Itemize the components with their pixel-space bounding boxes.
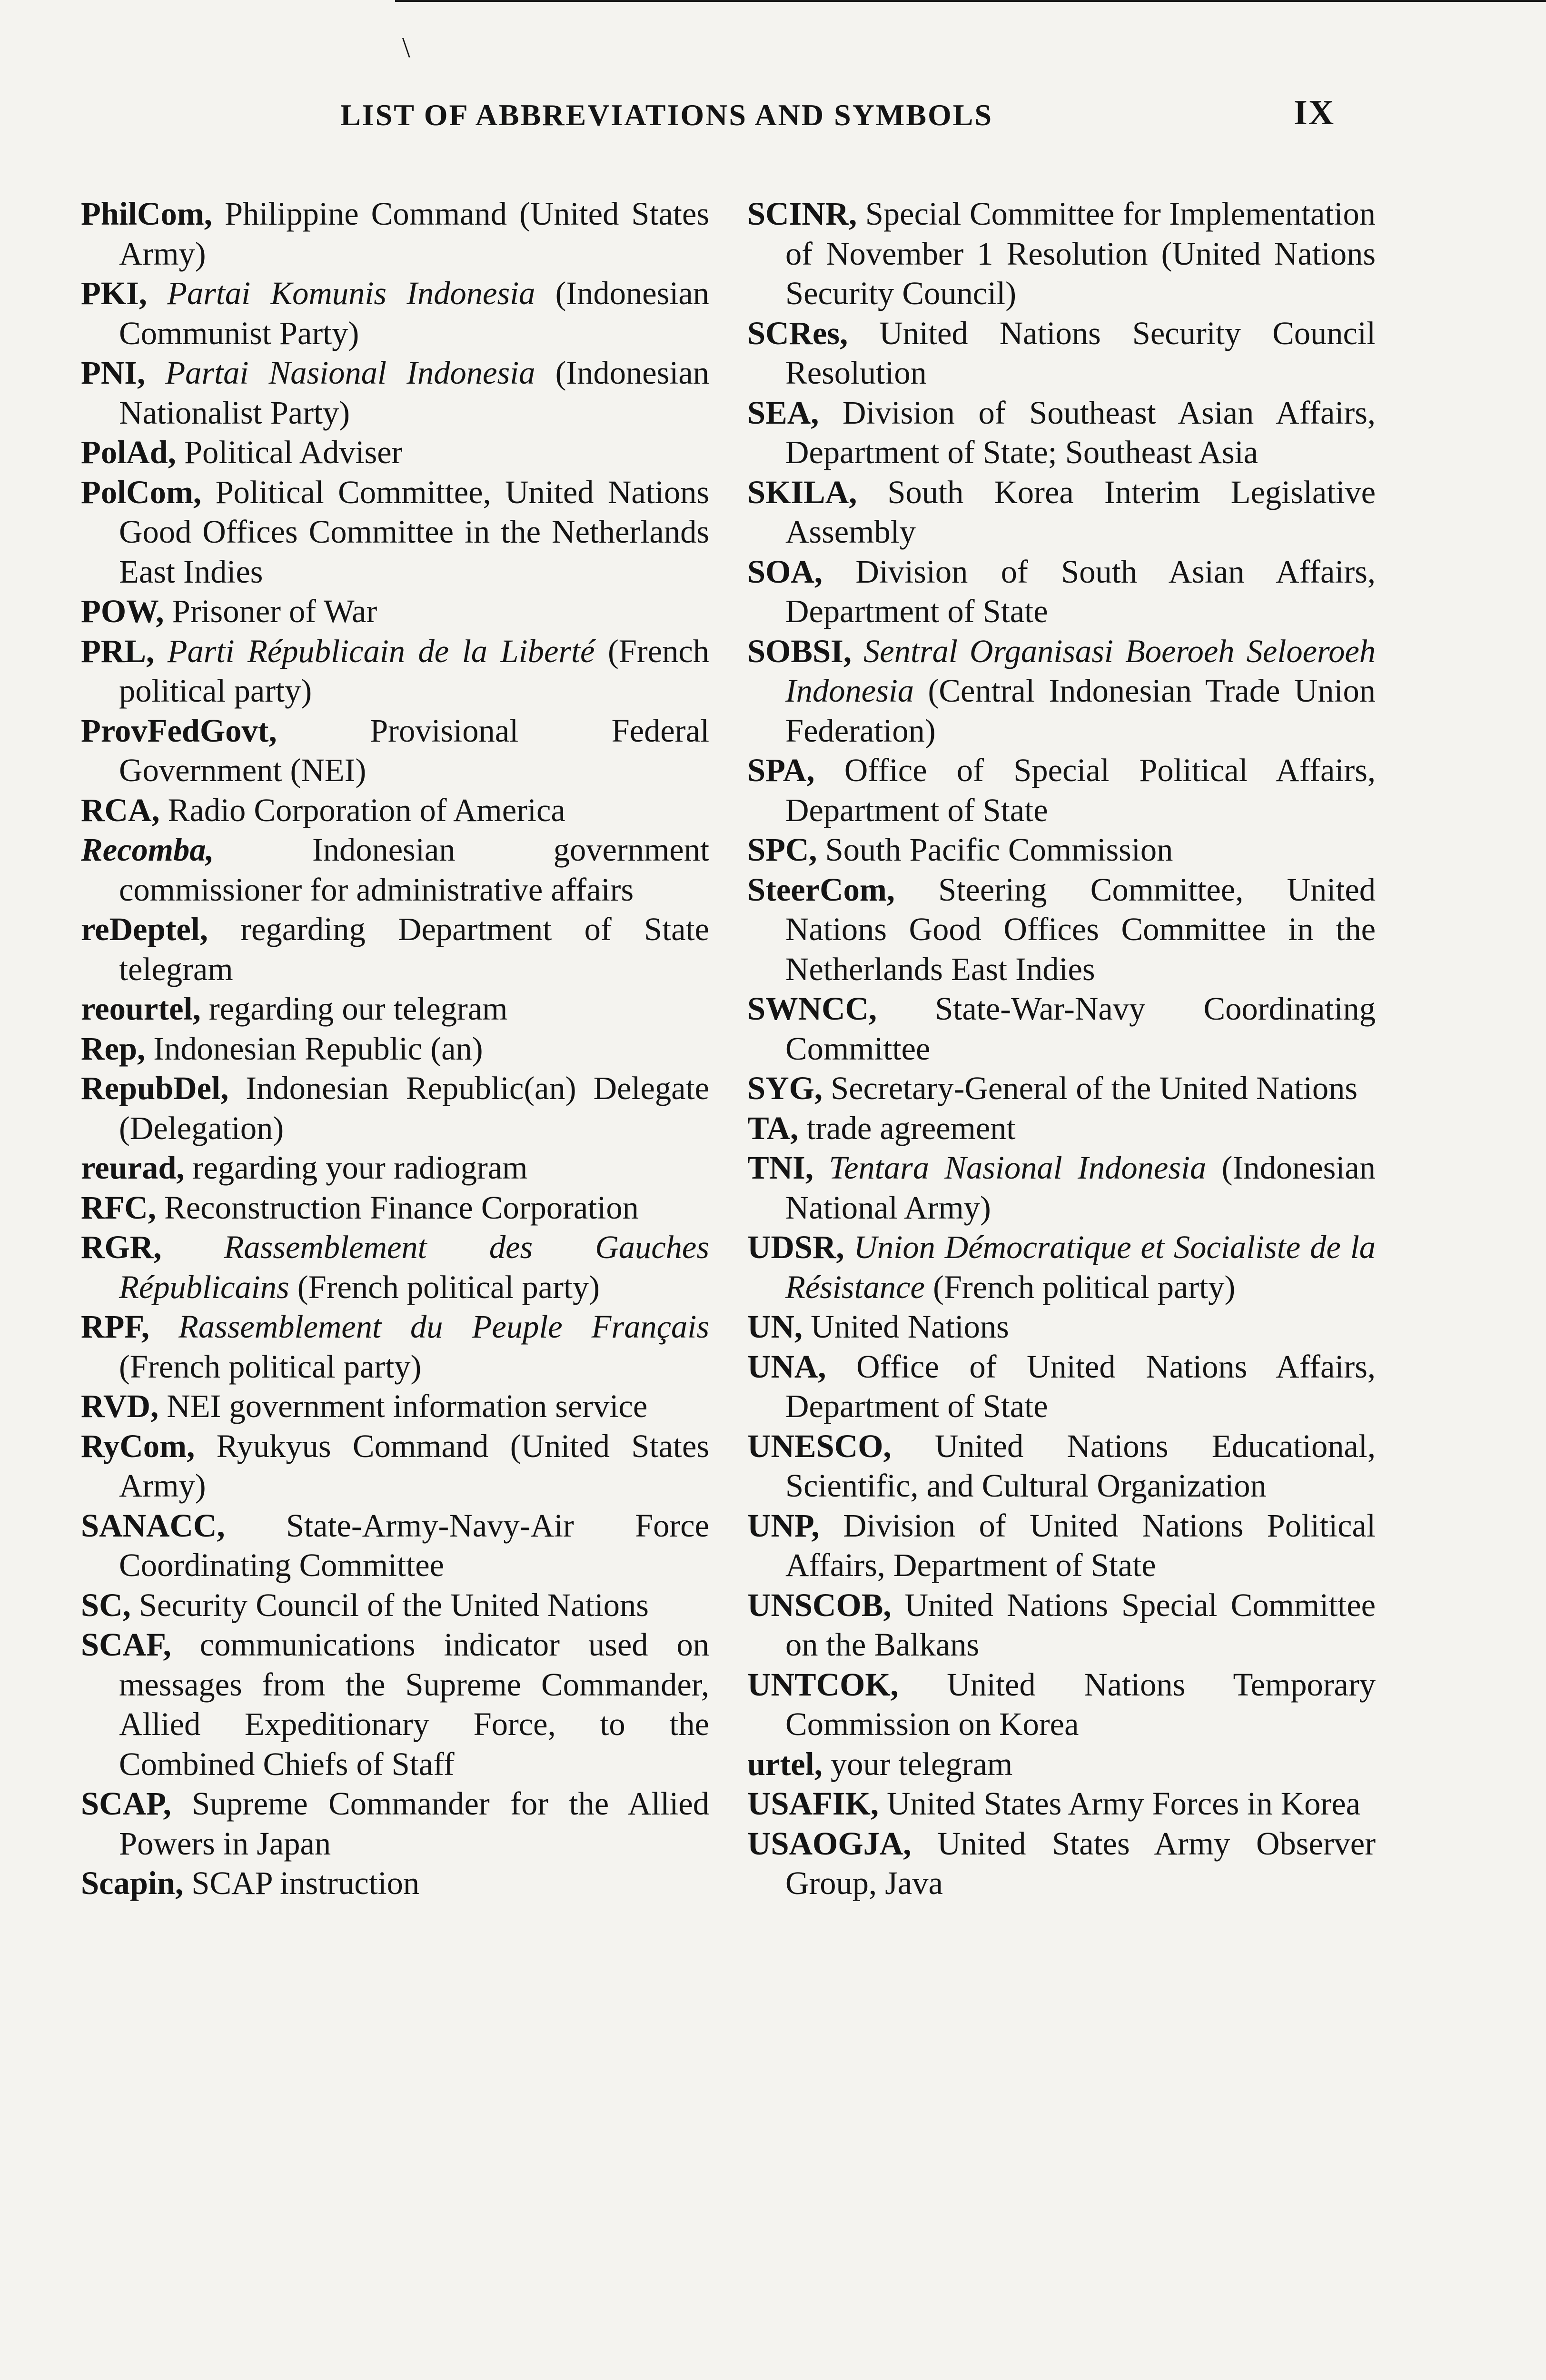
abbreviation-definition: Rassemblement du Peuple Français	[178, 1309, 709, 1345]
abbreviation-entry	[81, 473, 709, 592]
abbreviation-entry	[81, 1307, 709, 1387]
page-number: IX	[1294, 93, 1335, 132]
abbreviation-entry	[81, 194, 709, 274]
abbreviation-entry	[81, 791, 709, 831]
abbreviation-definition: Security Council of the United Nations	[139, 1587, 649, 1623]
abbreviation-definition: South Korea Interim Legislative Assembly	[785, 474, 1376, 550]
abbreviation-definition: Tentara Nasional Indonesia	[829, 1150, 1207, 1186]
abbreviation-entry	[747, 1665, 1376, 1745]
abbreviation-entry	[747, 989, 1376, 1069]
abbreviation-term: SCINR,	[747, 196, 857, 232]
abbreviation-term: RCA,	[81, 792, 160, 828]
abbreviation-entry	[81, 353, 709, 433]
abbreviation-term: PolAd,	[81, 434, 176, 470]
abbreviation-term: SteerCom,	[747, 871, 895, 908]
abbreviation-entry	[81, 592, 709, 632]
abbreviation-definition: (French political party)	[119, 1348, 422, 1385]
abbreviation-entry	[747, 1506, 1376, 1586]
abbreviation-entry	[747, 1347, 1376, 1427]
abbreviation-entry	[747, 393, 1376, 473]
abbreviation-entry	[81, 1069, 709, 1148]
abbreviation-entry	[747, 1745, 1376, 1785]
abbreviation-term: RyCom,	[81, 1428, 195, 1464]
abbreviation-entry	[747, 194, 1376, 314]
abbreviation-entry	[747, 632, 1376, 751]
abbreviation-term: reDeptel,	[81, 911, 208, 947]
abbreviation-entry	[81, 632, 709, 711]
abbreviation-entry	[81, 711, 709, 791]
abbreviation-definition: Partai Komunis Indonesia	[167, 275, 535, 311]
abbreviation-term: UDSR,	[747, 1229, 844, 1265]
abbreviation-term: USAFIK,	[747, 1785, 879, 1822]
abbreviation-entry	[747, 870, 1376, 990]
abbreviation-definition: (French political party)	[289, 1269, 600, 1305]
abbreviation-term: reurad,	[81, 1150, 185, 1186]
abbreviation-definition: United Nations Special Committee on the Balkans	[785, 1587, 1376, 1663]
abbreviation-term: SOA,	[747, 553, 823, 590]
abbreviation-term: RGR,	[81, 1229, 162, 1265]
abbreviation-term: SCAP,	[81, 1785, 171, 1822]
abbreviation-term: reourtel,	[81, 991, 201, 1027]
abbreviation-term: PKI,	[81, 275, 147, 311]
abbreviation-term: RPF,	[81, 1309, 149, 1345]
top-rule	[395, 0, 1546, 2]
abbreviation-term: SANACC,	[81, 1507, 225, 1544]
abbreviation-definition: Union Démocratique et Socialiste de la Résistance	[785, 1229, 1376, 1305]
abbreviation-term: SEA,	[747, 394, 819, 431]
abbreviation-definition: (French political party)	[924, 1269, 1236, 1305]
abbreviation-term: SYG,	[747, 1070, 823, 1106]
abbreviation-entry	[81, 1188, 709, 1228]
abbreviation-definition: State-Army-Navy-Air Force Coordinating Committee	[119, 1507, 709, 1583]
abbreviation-term: TA,	[747, 1110, 799, 1146]
abbreviation-definition: Division of United Nations Political Affairs, Department of State	[785, 1507, 1376, 1583]
abbreviation-definition: communications indicator used on messages from the Supreme Commander, Allied Expeditionary Force, to the Combined Chiefs of Staff	[119, 1626, 709, 1782]
abbreviation-entry	[747, 1148, 1376, 1228]
abbreviation-definition: Indonesian Republic (an)	[153, 1030, 483, 1067]
abbreviation-definition: Steering Committee, United Nations Good Offices Committee in the Netherlands East Indies	[785, 871, 1376, 987]
abbreviation-term: POW,	[81, 593, 164, 629]
abbreviation-term: PNI,	[81, 355, 146, 391]
abbreviation-definition: Provisional Federal Government (NEI)	[119, 712, 710, 788]
abbreviation-term: SCAF,	[81, 1626, 171, 1663]
abbreviation-entry	[81, 274, 709, 353]
abbreviation-definition: Rassemblement des Gauches Républicains	[119, 1229, 709, 1305]
abbreviation-term: UNTCOK,	[747, 1666, 899, 1703]
abbreviation-entry	[81, 1864, 709, 1904]
abbreviation-definition: Division of South Asian Affairs, Department of State	[785, 553, 1376, 629]
abbreviation-term: urtel,	[747, 1745, 823, 1782]
abbreviation-entry	[747, 1228, 1376, 1307]
abbreviation-definition: your telegram	[831, 1745, 1013, 1782]
abbreviation-definition: trade agreement	[806, 1110, 1016, 1146]
abbreviation-term: USAOGJA,	[747, 1825, 912, 1862]
abbreviation-definition: Political Committee, United Nations Good Offices Committee in the Netherlands East Indies	[119, 474, 709, 590]
abbreviation-term: RVD,	[81, 1388, 159, 1424]
abbreviation-term: UNESCO,	[747, 1428, 892, 1464]
abbreviation-entry	[747, 552, 1376, 632]
abbreviation-definition: United Nations	[811, 1309, 1009, 1345]
abbreviation-entry	[81, 1506, 709, 1586]
abbreviation-entry	[81, 830, 709, 910]
abbreviation-term: SPC,	[747, 832, 817, 868]
abbreviation-term: ProvFedGovt,	[81, 712, 277, 749]
abbreviation-definition: State-War-Navy Coordinating Committee	[785, 991, 1376, 1067]
abbreviation-definition: Philippine Command (United States Army)	[119, 196, 709, 272]
abbreviation-definition: (Indonesian National Army)	[785, 1150, 1376, 1226]
stray-mark: \	[402, 32, 410, 63]
abbreviation-term: SKILA,	[747, 474, 857, 510]
abbreviation-definition: South Pacific Commission	[825, 832, 1173, 868]
abbreviation-entry	[81, 1625, 709, 1784]
abbreviation-entry	[81, 910, 709, 989]
abbreviation-term: PhilCom,	[81, 196, 212, 232]
abbreviation-definition: Reconstruction Finance Corporation	[164, 1189, 639, 1226]
abbreviation-entry	[747, 751, 1376, 830]
abbreviation-entry	[81, 1586, 709, 1626]
abbreviation-entry	[81, 1228, 709, 1307]
abbreviation-definition: (Indonesian Nationalist Party)	[119, 355, 709, 431]
abbreviation-entry	[81, 1784, 709, 1864]
abbreviation-definition: Radio Corporation of America	[168, 792, 565, 828]
abbreviation-definition: United Nations Security Council Resolution	[785, 315, 1376, 391]
abbreviation-definition: Secretary-General of the United Nations	[831, 1070, 1358, 1106]
abbreviation-entry	[81, 433, 709, 473]
abbreviation-definition: (Indonesian Communist Party)	[119, 275, 709, 351]
abbreviation-definition: Supreme Commander for the Allied Powers in Japan	[119, 1785, 709, 1862]
abbreviation-definition: Ryukyus Command (United States Army)	[119, 1428, 710, 1504]
abbreviation-term: RFC,	[81, 1189, 156, 1226]
abbreviation-entry	[81, 989, 709, 1029]
abbreviation-definition: United Nations Temporary Commission on Korea	[785, 1666, 1376, 1742]
abbreviation-definition: Indonesian Republic(an) Delegate (Delegation)	[119, 1070, 710, 1146]
abbreviation-definition: Partai Nasional Indonesia	[165, 355, 535, 391]
abbreviation-definition: regarding Department of State telegram	[119, 911, 709, 987]
abbreviation-entry	[747, 1307, 1376, 1347]
abbreviation-term: PRL,	[81, 633, 155, 669]
abbreviation-entry	[747, 314, 1376, 393]
abbreviation-term: Scapin,	[81, 1865, 184, 1901]
abbreviation-term: SWNCC,	[747, 991, 877, 1027]
abbreviation-definition: Division of Southeast Asian Affairs, Department of State; Southeast Asia	[785, 394, 1376, 470]
abbreviation-definition: United States Army Observer Group, Java	[785, 1825, 1376, 1901]
abbreviation-entry	[747, 1069, 1376, 1109]
abbreviation-term: UNP,	[747, 1507, 820, 1544]
abbreviation-definition: United Nations Educational, Scientific, and Cultural Organization	[785, 1428, 1376, 1504]
abbreviation-definition: United States Army Forces in Korea	[887, 1785, 1361, 1822]
abbreviation-definition: Indonesian government commissioner for administrative affairs	[119, 832, 709, 908]
abbreviation-entry	[747, 1427, 1376, 1506]
abbreviation-definition: regarding your radiogram	[192, 1150, 528, 1186]
abbreviation-entry	[747, 1109, 1376, 1149]
right-column	[747, 194, 1376, 1904]
abbreviation-term: SCRes,	[747, 315, 848, 351]
abbreviation-definition: (French political party)	[119, 633, 709, 709]
abbreviation-entry	[81, 1387, 709, 1427]
abbreviation-definition: (Central Indonesian Trade Union Federation)	[785, 673, 1376, 749]
abbreviation-term: SPA,	[747, 752, 815, 788]
abbreviation-entry	[747, 1586, 1376, 1665]
abbreviation-term: SC,	[81, 1587, 131, 1623]
abbreviation-entry	[747, 830, 1376, 870]
abbreviation-definition: regarding our telegram	[208, 991, 508, 1027]
abbreviation-entry	[81, 1148, 709, 1188]
abbreviation-term: PolCom,	[81, 474, 202, 510]
abbreviation-definition: NEI government information service	[167, 1388, 648, 1424]
abbreviation-entry	[747, 1824, 1376, 1904]
abbreviation-term: Recomba,	[81, 832, 214, 868]
abbreviation-term: TNI,	[747, 1150, 813, 1186]
abbreviation-definition: Office of United Nations Affairs, Department of State	[785, 1348, 1376, 1424]
abbreviation-term: UN,	[747, 1309, 803, 1345]
abbreviation-term: SOBSI,	[747, 633, 852, 669]
abbreviation-entry	[747, 473, 1376, 552]
abbreviation-definition: Prisoner of War	[172, 593, 377, 629]
abbreviation-definition: Sentral Organisasi Boeroeh Seloeroeh Indonesia	[785, 633, 1376, 709]
abbreviation-definition: Parti Républicain de la Liberté	[167, 633, 595, 669]
abbreviation-term: UNSCOB,	[747, 1587, 892, 1623]
abbreviation-definition: Special Committee for Implementation of November 1 Resolution (United Nations Security Council)	[785, 196, 1376, 311]
abbreviation-entry	[81, 1427, 709, 1506]
left-column	[81, 194, 709, 1904]
abbreviation-definition: Political Adviser	[184, 434, 403, 470]
abbreviation-term: Rep,	[81, 1030, 146, 1067]
abbreviation-entry	[747, 1784, 1376, 1824]
abbreviation-definition: Office of Special Political Affairs, Department of State	[785, 752, 1376, 828]
abbreviation-definition: SCAP instruction	[191, 1865, 420, 1901]
page-title: LIST OF ABBREVIATIONS AND SYMBOLS	[340, 98, 993, 132]
abbreviation-term: RepubDel,	[81, 1070, 229, 1106]
abbreviation-entry	[81, 1029, 709, 1069]
abbreviation-term: UNA,	[747, 1348, 826, 1385]
